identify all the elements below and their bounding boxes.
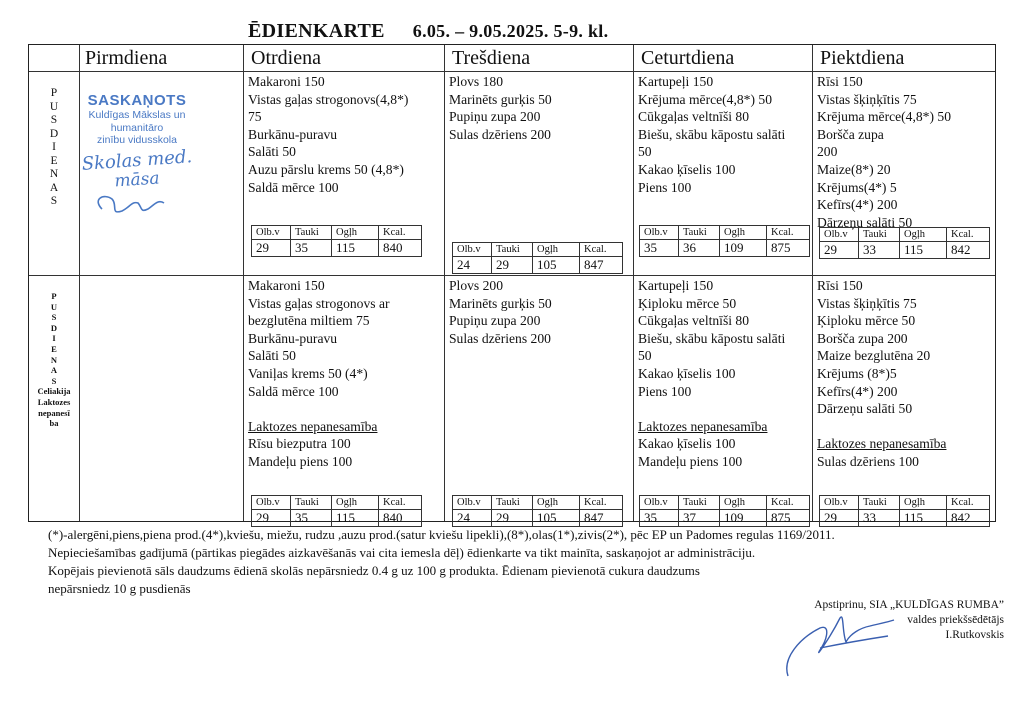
footer-note-2: Nepieciešamības gadījumā (pārtikas piegādes aizkavēšanās vai cita iemesla dēļ) ēdienkarte va tikt mainīta, saskaņojot ar administrāciju. <box>48 545 756 560</box>
approval-line-2: valdes priekšsēdētājs <box>907 614 1004 626</box>
menu-bottom-otrdiena: Makaroni 150 Vistas gaļas strogonovs ar bezglutēna miltiem 75 Burkānu-puravu Salāti 50 Vaniļas krems 50 (4*) Saldā mērce 100 Laktozes nepanesamība Rīsu biezputra 100 Mandeļu piens 100 <box>248 278 390 469</box>
side-label-special: P U S D I E N A S Celiakija Laktozes nepanesī ba <box>37 291 71 429</box>
menu-top-otrdiena: Makaroni 150 Vistas gaļas strogonovs(4,8*) 75 Burkānu-puravu Salāti 50 Auzu pārslu krems 50 (4,8*) Saldā mērce 100 <box>248 74 409 195</box>
title-text: ĒDIENKARTE <box>248 20 385 42</box>
lactose-title: Laktozes nepanesamība <box>248 418 378 434</box>
stamp-handwriting-2: māsa <box>113 167 161 192</box>
menu-top-tresdiena: Plovs 180 Marinēts gurķis 50 Pupiņu zupa 200 Sulas dzēriens 200 <box>449 74 552 142</box>
stamp-signature-icon <box>82 189 192 219</box>
menu-bottom-tresdiena: Plovs 200 Marinēts gurķis 50 Pupiņu zupa 200 Sulas dzēriens 200 <box>449 278 552 346</box>
signature-icon <box>770 598 900 688</box>
stamp-handwriting-1: Skolas med. <box>81 145 193 175</box>
header-tresdiena: Trešdiena <box>452 47 531 69</box>
menu-top-ceturtdiena: Kartupeļi 150 Krējuma mērce(4,8*) 50 Cūkgaļas veltnīši 80 Biešu, skābu kāpostu salāti 50 Kakao ķīselis 100 Piens 100 <box>638 74 786 195</box>
stamp-school-line-1: Kuldīgas Mākslas un humanitāro <box>88 109 186 134</box>
menu-bottom-piektdiena: Rīsi 150 Vistas šķiņķītis 75 Ķiploku mērce 50 Boršča zupa 200 Maize bezglutēna 20 Krējums (8*)5 Kefīrs(4*) 200 Dārzeņu salāti 50 Laktozes nepanesamība Sulas dzēriens 100 <box>817 278 947 469</box>
footer-note-1: (*)-alergēni,piens,piena prod.(4*),kviešu, miežu, rudzu ,auzu prod.(satur kviešu lipekli),(8*),olas(1*),zivis(2*), pēc EP un Padomes regulas 1169/2011. <box>48 527 835 542</box>
nutrition-table-top-ceturtdiena: Olb.v Tauki Ogļh Kcal. 35 36 109 875 <box>639 225 810 257</box>
lactose-title: Laktozes nepanesamība <box>638 418 768 434</box>
approval-line-1: Apstiprinu, SIA „KULDĪGAS RUMBA” <box>814 599 1004 611</box>
footer-note-4: nepārsniedz 10 g pusdienās <box>48 581 191 596</box>
approval-stamp <box>62 92 212 224</box>
header-otrdiena: Otrdiena <box>251 47 321 69</box>
divider <box>29 275 995 276</box>
menu-top-piektdiena: Rīsi 150 Vistas šķiņķītis 75 Krējuma mērce(4,8*) 50 Boršča zupa 200 Maize(8*) 20 Krējums(4*) 5 Kefīrs(4*) 200 Dārzeņu salāti 50 <box>817 74 951 230</box>
header-piektdiena: Piektdiena <box>820 47 905 69</box>
nutrition-table-top-piektdiena: Olb.v Tauki Ogļh Kcal. 29 33 115 842 <box>819 227 990 259</box>
title-dates: 6.05. – 9.05.2025. 5-9. kl. <box>412 21 609 41</box>
stamp-title: SASKAŅOTS <box>87 92 187 109</box>
side-label-pusdienas: P U S D I E N A S <box>49 87 59 207</box>
lactose-title: Laktozes nepanesamība <box>817 436 947 452</box>
nutrition-table-bottom-piektdiena: Olb.v Tauki Ogļh Kcal. 29 33 115 842 <box>819 495 990 527</box>
nutrition-table-bottom-otrdiena: Olb.v Tauki Ogļh Kcal. 29 35 115 840 <box>251 495 422 527</box>
nutrition-table-top-otrdiena: Olb.v Tauki Ogļh Kcal. 29 35 115 840 <box>251 225 422 257</box>
nutrition-table-top-tresdiena: Olb.v Tauki Ogļh Kcal. 24 29 105 847 <box>452 242 623 274</box>
divider <box>29 71 995 72</box>
menu-bottom-ceturtdiena: Kartupeļi 150 Ķiploku mērce 50 Cūkgaļas veltnīši 80 Biešu, skābu kāpostu salāti 50 Kakao ķīselis 100 Piens 100 Laktozes nepanesamība Kakao ķīselis 100 Mandeļu piens 100 <box>638 278 786 469</box>
page-title <box>248 20 608 43</box>
nutrition-table-bottom-ceturtdiena: Olb.v Tauki Ogļh Kcal. 35 37 109 875 <box>639 495 810 527</box>
footer-note-3: Kopējais pievienotā sāls daudzums ēdienā skolās nepārsniedz 0.4 g uz 100 g produkta. Ēdienam pievienotā cukura daudzums <box>48 563 700 578</box>
header-pirmdiena: Pirmdiena <box>85 47 168 69</box>
approval-line-3: I.Rutkovskis <box>945 629 1004 641</box>
header-ceturtdiena: Ceturtdiena <box>641 47 735 69</box>
stamp-school-line-2: zinību vidusskola <box>97 134 177 146</box>
nutrition-table-bottom-tresdiena: Olb.v Tauki Ogļh Kcal. 24 29 105 847 <box>452 495 623 527</box>
